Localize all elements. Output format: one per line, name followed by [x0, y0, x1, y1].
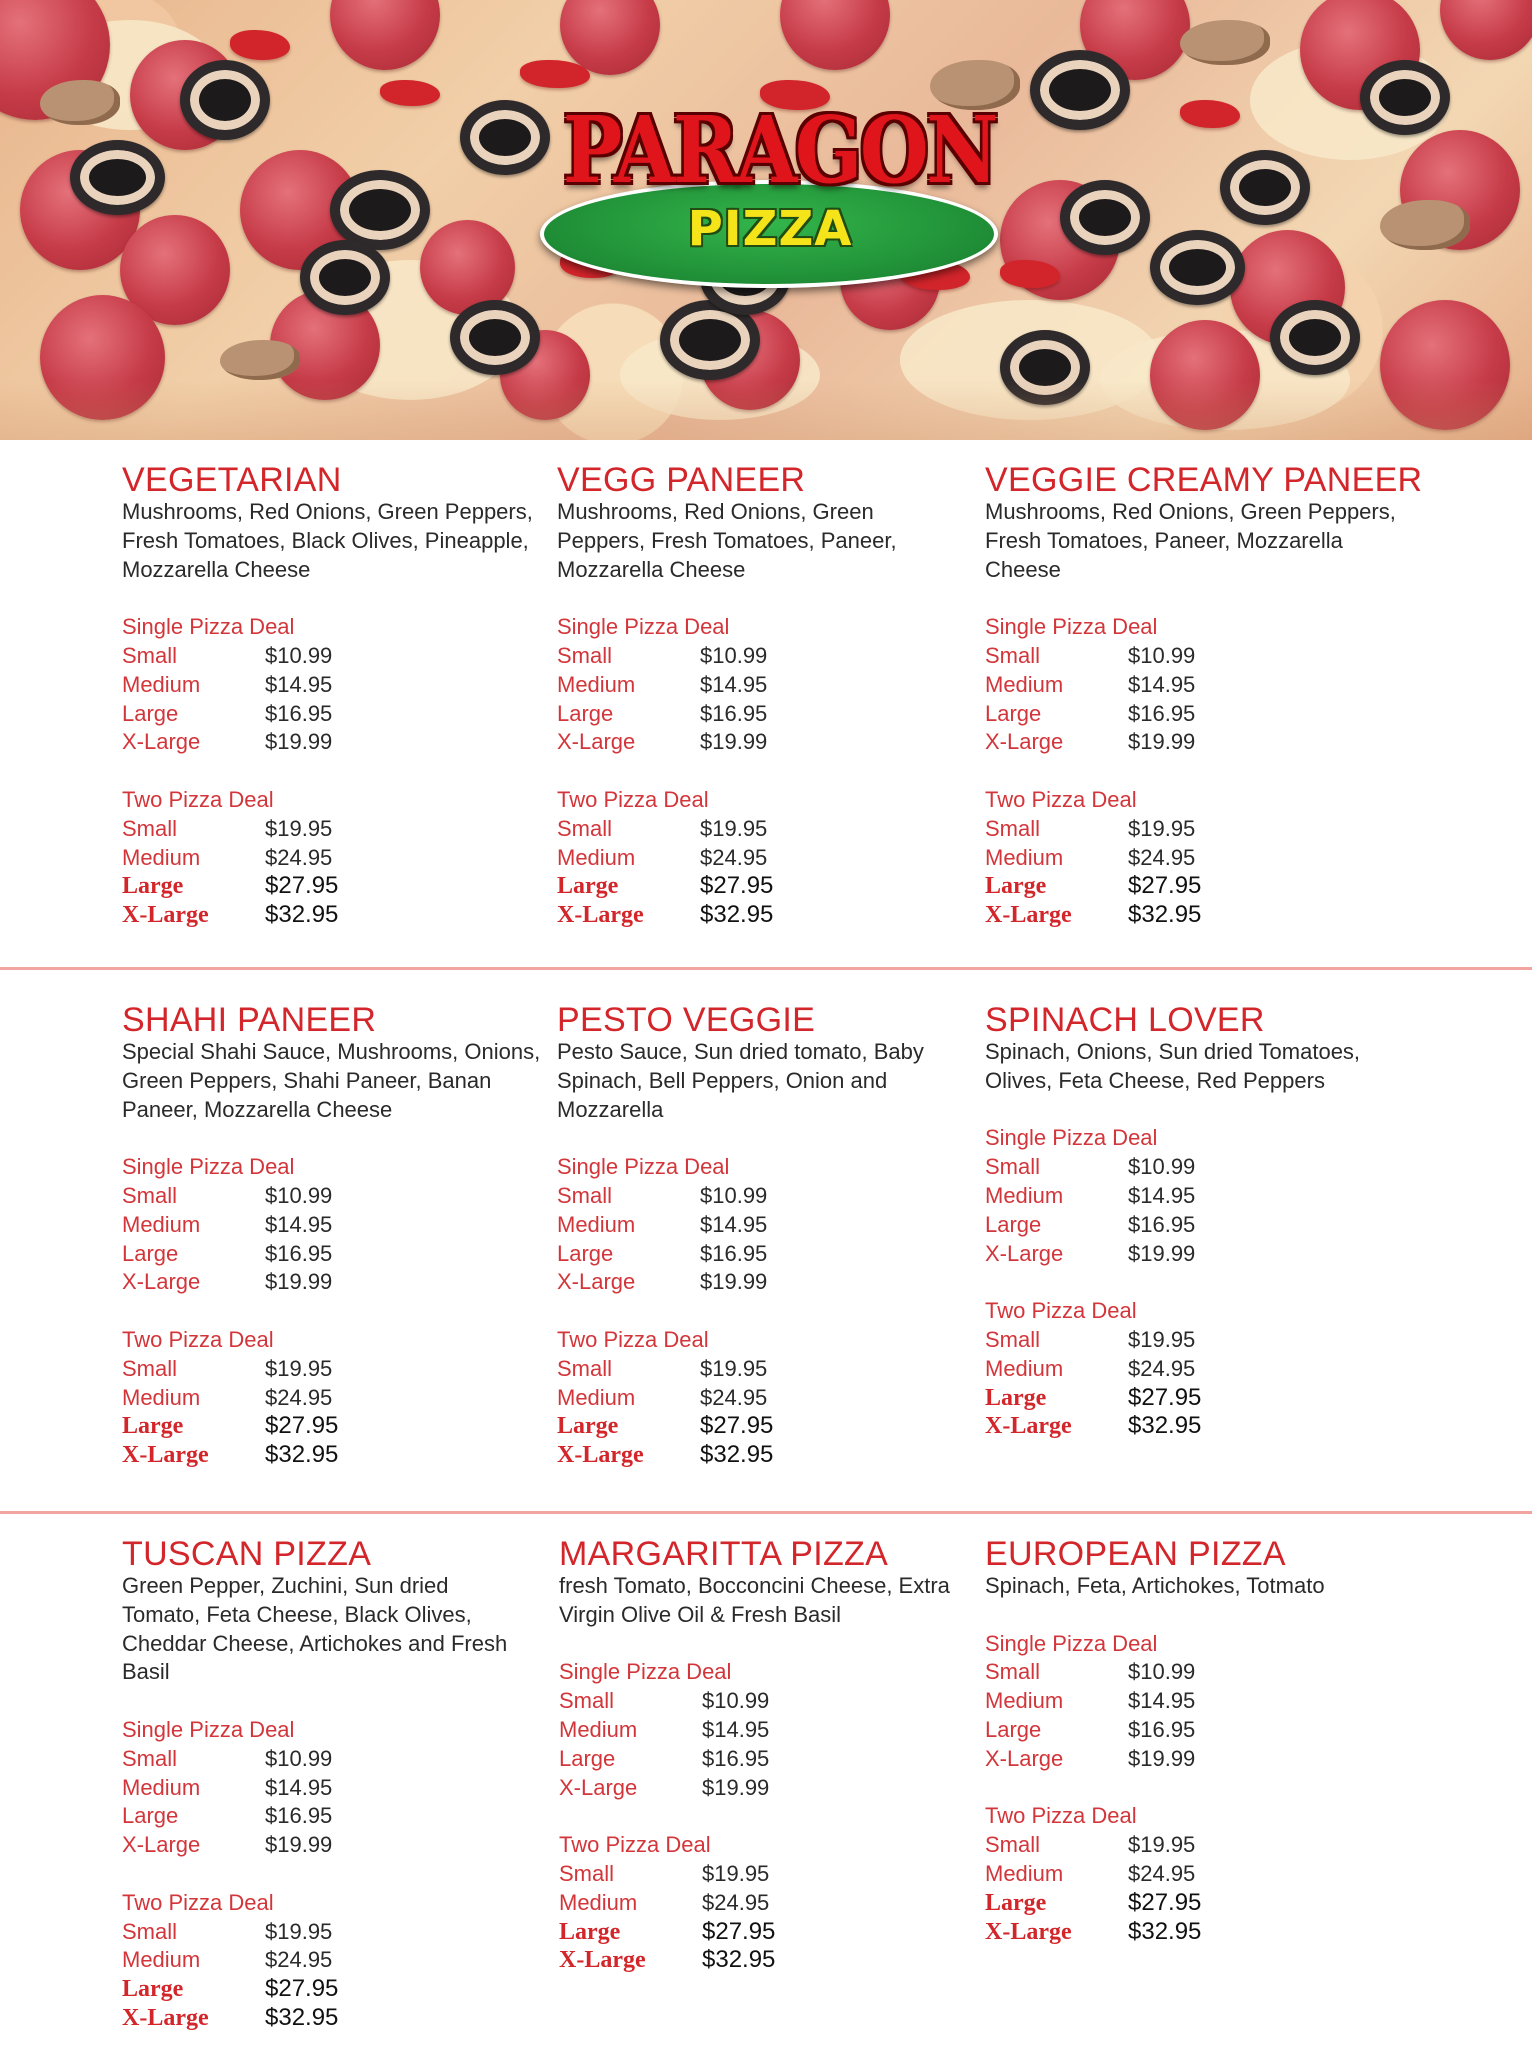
price: $16.95 [700, 700, 768, 726]
price: $24.95 [265, 1384, 333, 1410]
deal-heading: Single Pizza Deal [985, 1125, 1158, 1151]
price-row [559, 1918, 979, 1947]
price: $24.95 [700, 1384, 768, 1410]
price: $10.99 [265, 1182, 333, 1208]
price-row [985, 1745, 1405, 1774]
size-label: Medium [985, 1182, 1064, 1208]
deal-heading: Two Pizza Deal [559, 1832, 711, 1858]
price: $19.95 [700, 1355, 768, 1381]
size-label: X-Large [122, 729, 201, 755]
price-row [985, 844, 1425, 873]
pepperoni-slice [1440, 0, 1532, 60]
deal-heading: Single Pizza Deal [985, 614, 1158, 640]
deal-heading: Two Pizza Deal [985, 1298, 1137, 1324]
price: $14.95 [1128, 1182, 1196, 1208]
price: $32.95 [265, 2003, 339, 2031]
price: $27.95 [1128, 1383, 1202, 1411]
olive-slice [1060, 180, 1150, 255]
price-row [557, 1412, 957, 1441]
price: $14.95 [265, 1211, 333, 1237]
size-label: Small [557, 1355, 613, 1381]
price-row [122, 1384, 552, 1413]
size-label: X-Large [559, 1947, 646, 1974]
size-label: X-Large [985, 1918, 1072, 1945]
price: $32.95 [1128, 1412, 1202, 1440]
price: $10.99 [700, 1182, 768, 1208]
price-row [557, 844, 957, 873]
deal-heading: Two Pizza Deal [557, 1326, 709, 1352]
price-row [122, 844, 542, 873]
deal-heading: Two Pizza Deal [122, 786, 274, 812]
price: $19.95 [1128, 1832, 1196, 1858]
item-description: Mushrooms, Red Onions, Green Peppers, Fresh Tomatoes, Black Olives, Pineapple, Mozzarella Cheese [122, 499, 533, 582]
size-label: X-Large [557, 1442, 644, 1469]
price: $19.99 [1128, 729, 1196, 755]
olive-slice [180, 60, 270, 140]
item-title: TUSCAN PIZZA [122, 1535, 372, 1573]
price-row [559, 1889, 979, 1918]
size-label: Medium [985, 1688, 1064, 1714]
size-label: Medium [122, 1211, 201, 1237]
size-label: Large [122, 1240, 179, 1266]
size-label: Large [557, 1240, 614, 1266]
price: $32.95 [702, 1946, 776, 1974]
price-row [122, 815, 542, 844]
price-row [122, 1774, 542, 1803]
price: $19.95 [700, 815, 768, 841]
price-row [122, 1946, 542, 1975]
size-label: Small [985, 1154, 1041, 1180]
price: $32.95 [1128, 901, 1202, 929]
olive-slice [1220, 150, 1310, 225]
menu-item-shahi-paneer [122, 1002, 552, 1470]
size-label: X-Large [985, 1413, 1072, 1440]
olive-slice [1000, 330, 1090, 405]
price: $16.95 [265, 1240, 333, 1266]
item-title: VEGETARIAN [122, 461, 342, 499]
size-label: Medium [559, 1716, 638, 1742]
logo-wordmark: PARAGON [562, 96, 996, 204]
price: $14.95 [700, 1211, 768, 1237]
olive-slice [300, 240, 390, 315]
size-label: Medium [557, 1211, 636, 1237]
price-row [985, 1211, 1405, 1240]
size-label: X-Large [985, 729, 1064, 755]
menu-item-pesto-veggie [557, 1002, 957, 1470]
pepperoni-slice [330, 0, 440, 70]
price-row [985, 1918, 1405, 1947]
price: $16.95 [265, 700, 333, 726]
price: $19.95 [265, 1355, 333, 1381]
price-row [559, 1774, 979, 1803]
price: $16.95 [700, 1240, 768, 1266]
item-title: VEGG PANEER [557, 461, 806, 499]
price-row [985, 1240, 1405, 1269]
price-row [122, 1802, 542, 1831]
price-row [559, 1860, 979, 1889]
price-row [122, 728, 542, 757]
size-label: Large [557, 1413, 619, 1440]
price: $19.95 [265, 1918, 333, 1944]
price-row [559, 1745, 979, 1774]
size-label: Large [122, 700, 179, 726]
size-label: Medium [122, 1774, 201, 1800]
price: $19.95 [265, 815, 333, 841]
price: $27.95 [700, 872, 774, 900]
deal-heading: Single Pizza Deal [557, 614, 730, 640]
price: $32.95 [265, 1441, 339, 1469]
price: $16.95 [1128, 1211, 1196, 1237]
price-row [985, 1860, 1405, 1889]
logo-tagline: PIZZA [687, 201, 853, 257]
price: $24.95 [265, 1947, 333, 1973]
olive-slice [450, 300, 540, 375]
price: $32.95 [1128, 1917, 1202, 1945]
price-row [557, 1240, 957, 1269]
menu-item-european-pizza [985, 1536, 1405, 1946]
menu-item-vegg-paneer [557, 462, 957, 930]
size-label: Large [985, 1211, 1042, 1237]
price: $19.99 [1128, 1240, 1196, 1266]
item-description: Spinach, Feta, Artichokes, Totmato [985, 1573, 1325, 1598]
menu-item-spinach-lover [985, 1002, 1405, 1441]
size-label: Small [985, 1326, 1041, 1352]
size-label: Small [557, 815, 613, 841]
price-row [122, 1182, 552, 1211]
item-description: Special Shahi Sauce, Mushrooms, Onions, Green Peppers, Shahi Paneer, Banan Paneer, Mozzarella Cheese [122, 1039, 541, 1122]
price-row [985, 1153, 1405, 1182]
size-label: Large [985, 873, 1047, 900]
price-row [557, 671, 957, 700]
size-label: Medium [985, 671, 1064, 697]
olive-slice [1270, 300, 1360, 375]
price: $19.99 [702, 1774, 770, 1800]
size-label: Medium [122, 1947, 201, 1973]
size-label: Large [557, 700, 614, 726]
price-row [557, 815, 957, 844]
price: $14.95 [702, 1716, 770, 1742]
size-label: Medium [122, 844, 201, 870]
price-row [985, 671, 1425, 700]
price-row [122, 642, 542, 671]
item-title: EUROPEAN PIZZA [985, 1535, 1286, 1573]
item-title: PESTO VEGGIE [557, 1001, 816, 1039]
price-row [122, 1355, 552, 1384]
size-label: Large [559, 1745, 616, 1771]
price: $24.95 [1128, 1355, 1196, 1381]
price-row [122, 901, 542, 930]
size-label: Large [122, 873, 184, 900]
price: $14.95 [265, 1774, 333, 1800]
price-row [985, 728, 1425, 757]
price: $14.95 [1128, 671, 1196, 697]
price: $19.95 [1128, 815, 1196, 841]
size-label: Small [557, 642, 613, 668]
item-description: Mushrooms, Red Onions, Green Peppers, Fresh Tomatoes, Paneer, Mozzarella Cheese [985, 499, 1396, 582]
price-row [122, 1211, 552, 1240]
price: $24.95 [1128, 844, 1196, 870]
price-row [985, 872, 1425, 901]
price-row [985, 1687, 1405, 1716]
price: $27.95 [1128, 1888, 1202, 1916]
deal-heading: Single Pizza Deal [559, 1659, 732, 1685]
price-row [985, 642, 1425, 671]
price-row [985, 815, 1425, 844]
size-label: Medium [122, 671, 201, 697]
price: $16.95 [1128, 1716, 1196, 1742]
price-row [557, 1441, 957, 1470]
price-row [557, 642, 957, 671]
price-row [559, 1716, 979, 1745]
size-label: Small [122, 815, 178, 841]
size-label: Medium [557, 844, 636, 870]
pepperoni-slice [1150, 320, 1260, 430]
price: $32.95 [700, 1441, 774, 1469]
price-row [985, 1716, 1405, 1745]
red-pepper-strip [230, 30, 290, 60]
price: $27.95 [265, 1975, 339, 2003]
size-label: X-Large [122, 1832, 201, 1858]
paragon-pizza-logo [530, 95, 996, 285]
size-label: Small [122, 642, 178, 668]
price: $19.95 [702, 1860, 770, 1886]
price-row [559, 1946, 979, 1975]
size-label: X-Large [557, 729, 636, 755]
price-row [985, 901, 1425, 930]
size-label: Small [122, 1918, 178, 1944]
pepperoni-slice [40, 295, 165, 420]
price-row [122, 1745, 542, 1774]
size-label: X-Large [557, 902, 644, 929]
row-divider [0, 1511, 1532, 1514]
mushroom-slice [1180, 20, 1270, 65]
size-label: Large [122, 1413, 184, 1440]
price-row [557, 872, 957, 901]
menu-item-veggie-creamy-paneer [985, 462, 1425, 930]
size-label: Small [557, 1182, 613, 1208]
size-label: Small [559, 1688, 615, 1714]
price-row [122, 1441, 552, 1470]
olive-slice [70, 140, 165, 215]
price: $16.95 [1128, 700, 1196, 726]
deal-heading: Single Pizza Deal [985, 1630, 1158, 1656]
price-row [122, 1268, 552, 1297]
size-label: X-Large [559, 1774, 638, 1800]
size-label: Large [985, 700, 1042, 726]
menu-item-margaritta-pizza [559, 1536, 979, 1975]
price-row [985, 700, 1425, 729]
price: $27.95 [1128, 872, 1202, 900]
price-row [985, 1182, 1405, 1211]
price: $10.99 [1128, 1154, 1196, 1180]
pepperoni-slice [1380, 300, 1510, 430]
size-label: Large [122, 1803, 179, 1829]
deal-heading: Two Pizza Deal [985, 786, 1137, 812]
price-row [557, 1355, 957, 1384]
size-label: Large [985, 1889, 1047, 1916]
olive-slice [1150, 230, 1245, 305]
size-label: Small [985, 1832, 1041, 1858]
size-label: Large [985, 1716, 1042, 1742]
deal-heading: Two Pizza Deal [122, 1889, 274, 1915]
size-label: Medium [557, 671, 636, 697]
price-row [557, 901, 957, 930]
price-row [122, 2004, 542, 2033]
deal-heading: Two Pizza Deal [985, 1803, 1137, 1829]
size-label: Small [985, 1659, 1041, 1685]
size-label: Large [122, 1976, 184, 2003]
price: $19.99 [700, 729, 768, 755]
item-description: fresh Tomato, Bocconcini Cheese, Extra Virgin Olive Oil & Fresh Basil [559, 1573, 950, 1627]
price-row [122, 700, 542, 729]
size-label: X-Large [122, 902, 209, 929]
red-pepper-strip [1180, 100, 1240, 128]
price-row [122, 1240, 552, 1269]
row-divider [0, 967, 1532, 970]
price: $16.95 [702, 1745, 770, 1771]
size-label: Medium [559, 1889, 638, 1915]
price: $10.99 [265, 642, 333, 668]
size-label: Small [122, 1182, 178, 1208]
price: $27.95 [265, 872, 339, 900]
price-row [985, 1355, 1405, 1384]
size-label: Small [985, 815, 1041, 841]
red-pepper-strip [380, 80, 440, 106]
price: $32.95 [700, 901, 774, 929]
size-label: Large [985, 1384, 1047, 1411]
item-description: Green Pepper, Zuchini, Sun dried Tomato, Feta Cheese, Black Olives, Cheddar Cheese, Artichokes and Fresh Basil [122, 1573, 508, 1685]
price-row [557, 1268, 957, 1297]
size-label: Medium [122, 1384, 201, 1410]
deal-heading: Two Pizza Deal [557, 786, 709, 812]
price-row [559, 1687, 979, 1716]
price: $14.95 [700, 671, 768, 697]
price-row [122, 872, 542, 901]
size-label: Medium [557, 1384, 636, 1410]
menu-item-tuscan-pizza [122, 1536, 542, 2033]
header-banner [0, 0, 1532, 440]
price: $24.95 [700, 844, 768, 870]
item-title: VEGGIE CREAMY PANEER [985, 461, 1423, 499]
item-description: Mushrooms, Red Onions, Green Peppers, Fresh Tomatoes, Paneer, Mozzarella Cheese [557, 499, 897, 582]
price-row [985, 1326, 1405, 1355]
price: $19.99 [265, 1832, 333, 1858]
olive-slice [1360, 60, 1450, 135]
price-row [985, 1384, 1405, 1413]
price: $14.95 [1128, 1688, 1196, 1714]
price: $24.95 [1128, 1860, 1196, 1886]
price-row [557, 1182, 957, 1211]
size-label: X-Large [557, 1269, 636, 1295]
size-label: X-Large [985, 1745, 1064, 1771]
size-label: X-Large [985, 902, 1072, 929]
mushroom-slice [220, 340, 300, 380]
item-title: MARGARITTA PIZZA [559, 1535, 889, 1573]
item-description: Pesto Sauce, Sun dried tomato, Baby Spinach, Bell Peppers, Onion and Mozzarella [557, 1039, 924, 1122]
olive-slice [330, 170, 430, 250]
price: $10.99 [1128, 642, 1196, 668]
deal-heading: Single Pizza Deal [557, 1154, 730, 1180]
price: $27.95 [265, 1412, 339, 1440]
price: $19.99 [265, 729, 333, 755]
item-title: SHAHI PANEER [122, 1001, 377, 1039]
size-label: X-Large [122, 2004, 209, 2031]
price-row [122, 671, 542, 700]
price: $24.95 [265, 844, 333, 870]
price-row [557, 728, 957, 757]
deal-heading: Single Pizza Deal [122, 1716, 295, 1742]
price: $19.99 [265, 1269, 333, 1295]
price: $10.99 [1128, 1659, 1196, 1685]
pepperoni-slice [780, 0, 890, 70]
price-row [985, 1658, 1405, 1687]
size-label: Small [122, 1745, 178, 1771]
price: $19.99 [1128, 1745, 1196, 1771]
price-row [122, 1831, 542, 1860]
mushroom-slice [40, 80, 120, 125]
olive-slice [1030, 50, 1130, 130]
size-label: X-Large [985, 1240, 1064, 1266]
price-row [122, 1918, 542, 1947]
size-label: Large [557, 873, 619, 900]
price: $10.99 [265, 1745, 333, 1771]
mushroom-slice [1380, 200, 1470, 250]
price-row [985, 1412, 1405, 1441]
item-description: Spinach, Onions, Sun dried Tomatoes, Olives, Feta Cheese, Red Peppers [985, 1039, 1361, 1093]
price: $10.99 [700, 642, 768, 668]
size-label: Medium [985, 1355, 1064, 1381]
size-label: Medium [985, 1860, 1064, 1886]
size-label: X-Large [122, 1442, 209, 1469]
deal-heading: Single Pizza Deal [122, 1154, 295, 1180]
price: $19.95 [1128, 1326, 1196, 1352]
price-row [122, 1412, 552, 1441]
price: $19.99 [700, 1269, 768, 1295]
price-row [557, 1384, 957, 1413]
size-label: Medium [985, 844, 1064, 870]
price: $14.95 [265, 671, 333, 697]
size-label: Small [559, 1860, 615, 1886]
price-row [985, 1889, 1405, 1918]
size-label: X-Large [122, 1269, 201, 1295]
deal-heading: Single Pizza Deal [122, 614, 295, 640]
price: $10.99 [702, 1688, 770, 1714]
price: $32.95 [265, 901, 339, 929]
price-row [985, 1831, 1405, 1860]
price: $24.95 [702, 1889, 770, 1915]
deal-heading: Two Pizza Deal [122, 1326, 274, 1352]
size-label: Small [122, 1355, 178, 1381]
price-row [557, 1211, 957, 1240]
size-label: Large [559, 1918, 621, 1945]
price: $27.95 [700, 1412, 774, 1440]
size-label: Small [985, 642, 1041, 668]
item-title: SPINACH LOVER [985, 1001, 1265, 1039]
price: $16.95 [265, 1803, 333, 1829]
price-row [122, 1975, 542, 2004]
price: $27.95 [702, 1917, 776, 1945]
menu-item-vegetarian [122, 462, 542, 930]
price-row [557, 700, 957, 729]
